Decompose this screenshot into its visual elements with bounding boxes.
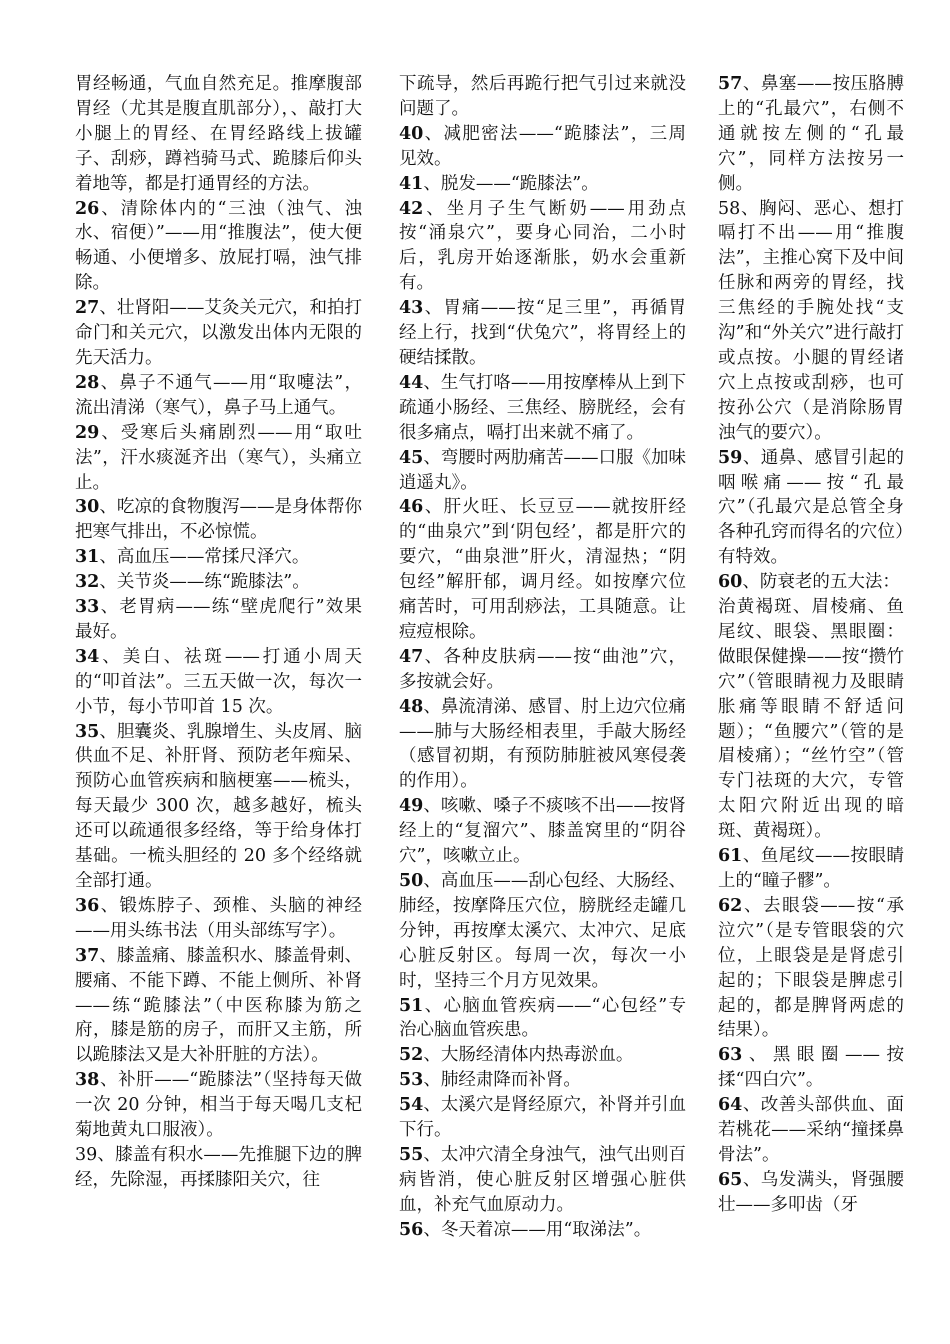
paragraph [718,1093,904,1168]
paragraph-text: 、生气打咯——用按摩棒从上到下疏通小肠经、三焦经、膀胱经，会有很多痛点，嗝打出来就不痛了。 [399,372,686,443]
paragraph [75,1143,362,1193]
paragraph-text: 、清除体内的“三浊（浊气、浊水、宿便）”——用“推腹法”，使大便畅通、小便增多、放屁打嗝，浊气排除。 [75,198,362,294]
paragraph-text: 、高血压——常揉尺泽穴。 [99,547,310,568]
item-number: 64 [718,1095,743,1116]
paragraph [718,894,904,1043]
paragraph [75,495,362,545]
paragraph [75,421,362,496]
paragraph-text: 下疏导，然后再跪行把气引过来就没问题了。 [399,74,686,119]
item-number: 41 [399,173,424,194]
paragraph [399,1068,686,1093]
item-number: 29 [75,422,100,443]
paragraph-text: 、弯腰时两肋痛苦——口服《加味逍遥丸》。 [399,447,686,493]
item-number: 38 [75,1070,100,1091]
paragraph [399,1218,686,1243]
paragraph-text: 、太溪穴是肾经原穴，补肾并引血下行。 [399,1095,686,1141]
paragraph-text: 58、胸闷、恶心、想打嗝打不出——用“推腹法”，主推心窝下及中间任脉和两旁的胃经，找三焦经的手腕处找“支沟”和“外关穴”进行敲打或点按。小腿的胃经诸穴上点按或刮痧，也可按孙公穴（是消除肠胃浊气的要穴）。 [718,198,904,443]
paragraph-text: 、受寒后头痛剧烈——用“取吐法”，汗水痰涎齐出（寒气），头痛立止。 [75,422,362,493]
paragraph [75,720,362,894]
paragraph-text: 、各种皮肤病——按“曲池”穴，多按就会好。 [399,646,686,692]
paragraph-text: 、胃痛——按“足三里”，再循胃经上行，找到“伏兔穴”，将胃经上的硬结揉散。 [399,298,686,368]
paragraph [718,844,904,894]
item-number: 49 [399,796,424,817]
item-number: 52 [399,1045,424,1066]
item-number: 47 [399,646,424,667]
item-number: 54 [399,1095,424,1116]
paragraph [718,595,904,844]
paragraph [718,197,904,446]
paragraph-text: 、补肝——“跪膝法”（坚持每天做一次 20 分钟，相当于每天喝几支杞菊地黄丸口服液）。 [75,1070,362,1141]
paragraph [75,595,362,645]
item-number: 57 [718,74,743,94]
paragraph [75,1068,362,1143]
paragraph-text: 、鱼尾纹——按眼睛上的“瞳子髎”。 [718,846,904,891]
paragraph [399,371,686,446]
paragraph-text: 、减肥密法——“跪膝法”，三周见效。 [399,123,686,169]
paragraph-text: 、肝火旺、长豆豆——就按肝经的“曲泉穴”到‘阴包经’，都是肝穴的要穴，“曲泉泄”肝火，清湿热；“阴包经”解肝郁，调月经。如按摩穴位痛苦时，可用刮痧法，工具随意。让痘痘根除。 [399,497,686,642]
paragraph [75,570,362,595]
paragraph [718,72,904,197]
paragraph-text: 、胆囊炎、乳腺增生、头皮屑、脑供血不足、补肝肾、预防老年痴呆、预防心血管疾病和脑梗塞——梳头，每天最少 300 次，越多越好，梳头还可以疏通很多经络，等于给身体打基础。一梳头胆经的 20 多个经络就全部打通。 [75,721,362,891]
paragraph-text: 、美白、祛斑——打通小周天的“叩首法”。三五天做一次，每次一小节，每小节叩首 15 次。 [75,646,362,717]
item-number: 30 [75,497,100,518]
paragraph [399,695,686,795]
item-number: 36 [75,895,100,916]
item-number: 32 [75,572,100,593]
item-number: 46 [399,497,424,518]
item-number: 59 [718,447,743,468]
item-number: 65 [718,1169,743,1190]
paragraph-text: 、防衰老的五大法： [742,572,900,593]
paragraph-text: 、关节炎——练“跪膝法”。 [99,572,310,593]
paragraph-text: 治黄褐斑、眉棱痛、鱼尾纹、眼袋、黑眼圈：做眼保健操——按“攒竹穴”（管眼睛视力及眼睛胀痛等眼睛不舒适问题）；“鱼腰穴”（管的是眉棱痛）；“丝竹空”（管专门祛斑的大穴，专管太阳穴附近出现的暗斑、黄褐斑）。 [718,597,904,842]
item-number: 26 [75,198,100,219]
item-number: 33 [75,597,100,618]
paragraph-text: 、吃凉的食物腹泻——是身体帮你把寒气排出，不必惊慌。 [75,497,362,543]
text-column-middle [399,72,686,1243]
paragraph-text: 、大肠经清体内热毒淤血。 [423,1045,634,1066]
item-number: 37 [75,945,100,966]
paragraph [399,122,686,172]
item-number: 56 [399,1219,424,1240]
item-number: 42 [399,198,424,219]
item-number: 45 [399,447,424,468]
paragraph-text: 39、膝盖有积水——先推腿下边的脾经，先除湿，再揉膝阳关穴，往 [75,1144,362,1190]
paragraph [399,197,686,297]
paragraph [75,296,362,371]
paragraph-text: 、肺经肃降而补肾。 [423,1070,581,1091]
paragraph-text: 、壮肾阳——艾灸关元穴，和拍打命门和关元穴，以激发出体内无限的先天活力。 [75,298,362,368]
paragraph [718,570,904,595]
paragraph [399,994,686,1044]
item-number: 62 [718,895,743,916]
paragraph-text: 、咳嗽、嗓子不痰咳不出——按肾经上的“复溜穴”、膝盖窝里的“阴谷穴”，咳嗽立止。 [399,796,686,867]
paragraph-text: 、鼻子不通气——用“取嚏法”，流出清涕（寒气），鼻子马上通气。 [75,372,362,418]
paragraph-text: 、高血压——刮心包经、大肠经、肺经，按摩降压穴位，膀胱经走罐几分钟，再按摩太溪穴、太冲穴、足底心脏反射区。每周一次，每次一小时，坚持三个月方见效果。 [399,871,686,991]
item-number: 28 [75,372,100,393]
text-column-left [75,72,362,1193]
paragraph [718,1043,904,1093]
paragraph [75,545,362,570]
paragraph [399,794,686,869]
item-number: 53 [399,1070,424,1091]
item-number: 44 [399,372,424,393]
item-number: 27 [75,298,100,319]
paragraph-text: 、心脑血管疾病——“心包经”专治心脑血管疾患。 [399,995,686,1041]
paragraph [75,197,362,297]
paragraph [75,371,362,421]
paragraph-text: 胃经畅通，气血自然充足。推摩腹部胃经（尤其是腹直肌部分），、敲打大小腿上的胃经、在胃经路线上拔罐子、刮痧，蹲裆骑马式、跪膝后仰头着地等，都是打通胃经的方法。 [75,74,362,194]
paragraph-text: 、坐月子生气断奶——用劲点按“涌泉穴”，要身心同治，二小时后，乳房开始逐渐胀，奶水会重新有。 [399,198,686,294]
paragraph [718,446,904,571]
paragraph-text: 、黑眼圈——按揉“四白穴”。 [718,1045,904,1091]
paragraph [399,172,686,197]
item-number: 34 [75,646,100,667]
paragraph [399,1143,686,1218]
paragraph [399,296,686,371]
paragraph [75,645,362,720]
paragraph [75,894,362,944]
paragraph [399,495,686,644]
paragraph-text: 、乌发满头，肾强腰壮——多叩齿（牙 [718,1169,904,1215]
item-number: 43 [399,298,424,319]
paragraph [399,869,686,994]
item-number: 55 [399,1144,424,1165]
item-number: 35 [75,721,100,742]
item-number: 51 [399,995,424,1016]
item-number: 50 [399,871,424,891]
paragraph [718,1168,904,1218]
paragraph [75,944,362,1069]
paragraph-text: 、脱发——“跪膝法”。 [423,173,599,194]
paragraph-text: 、太冲穴清全身浊气，浊气出则百病皆消，使心脏反射区增强心脏供血，补充气血原动力。 [399,1144,686,1215]
paragraph-text: 、鼻流清涕、感冒、肘上边穴位痛——肺与大肠经相表里，手敲大肠经（感冒初期，有预防肺脏被风寒侵袭的作用）。 [399,696,686,792]
item-number: 40 [399,123,424,144]
paragraph [399,645,686,695]
item-number: 63 [718,1045,743,1066]
paragraph-text: 、老胃病——练“壁虎爬行”效果最好。 [75,597,362,642]
paragraph-text: 、冬天着凉——用“取涕法”。 [423,1219,652,1240]
paragraph [399,1093,686,1143]
paragraph-text: 、改善头部供血、面若桃花——采纳“撞揉鼻骨法”。 [718,1095,904,1165]
item-number: 61 [718,846,743,867]
item-number: 60 [718,572,743,593]
text-column-right [718,72,904,1218]
paragraph-text: 、膝盖痛、膝盖积水、膝盖骨刺、腰痛、不能下蹲、不能上侧所、补肾——练“跪膝法”（中医称膝为筋之府，膝是筋的房子，而肝又主筋，所以跪膝法又是大补肝脏的方法）。 [75,945,362,1066]
paragraph [399,1043,686,1068]
paragraph-text: 、通鼻、感冒引起的咽喉痛——按“孔最穴”（孔最穴是总管全身各种孔窍而得名的穴位）有特效。 [718,447,904,568]
item-number: 48 [399,696,424,717]
paragraph [399,446,686,496]
paragraph [399,72,686,122]
item-number: 31 [75,547,100,568]
paragraph [75,72,362,197]
paragraph-text: 、去眼袋——按“承泣穴”（是专管眼袋的穴位，上眼袋是是肾虑引起的；下眼袋是脾虑引起的，都是脾肾两虑的结果）。 [718,895,904,1041]
paragraph-text: 、鼻塞——按压胳膊上的“孔最穴”，右侧不通就按左侧的“孔最穴”，同样方法按另一侧。 [718,74,904,194]
paragraph-text: 、锻炼脖子、颈椎、头脑的神经——用头练书法（用头部练写字）。 [75,895,362,941]
